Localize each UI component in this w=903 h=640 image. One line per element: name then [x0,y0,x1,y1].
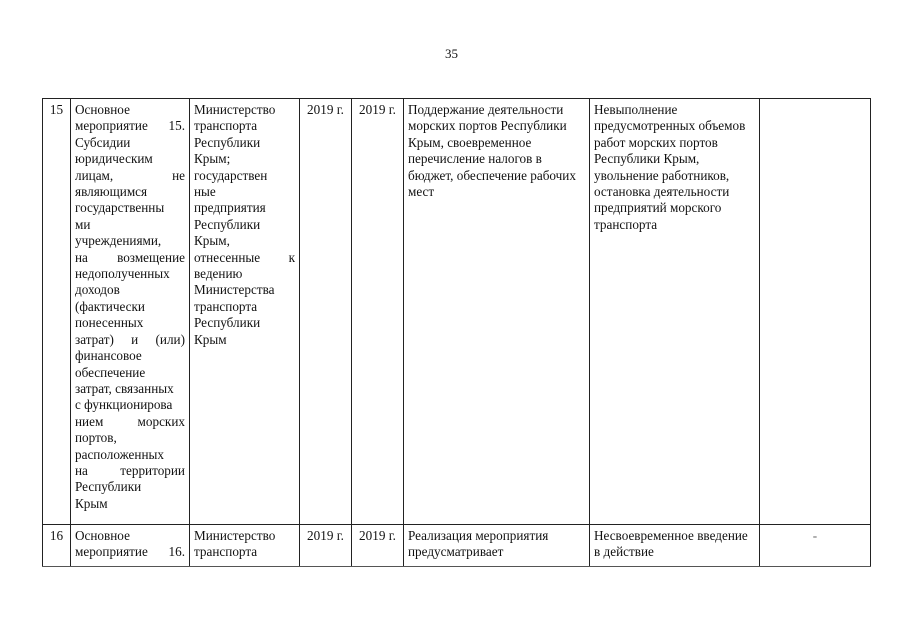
executor-line: Крым; [194,151,231,167]
activity-line: затрат) и (или) [75,331,185,347]
activity-line: затрат, связанных [75,380,174,396]
result-cell: Реализация мероприятия предусматривает [404,525,590,567]
activity-line: учреждениями, [75,233,162,249]
activity-line: являющимся [75,184,148,200]
activity-line: Крым [75,495,108,511]
executor-line: Министерство [194,102,276,117]
activity-line: на территории [75,462,185,478]
executor-line: ные [194,184,216,200]
result-cell: Поддержание деятельности морских портов Республики Крым, своевременное перечисление налогов в бюджет, обеспечение рабочих мест [404,99,590,525]
row-number: 15 [43,99,71,525]
activity-line: финансовое [75,348,142,364]
activity-line: (фактически [75,298,145,314]
executor-cell [190,99,300,525]
measures-table [42,98,871,567]
end-year-cell: 2019 г. [352,525,404,567]
executor-line: Министерства [194,282,275,298]
executor-line: ведению [194,266,243,282]
activity-line: Субсидии [75,134,131,150]
dash-mark: - [812,528,818,543]
activity-line: с функционирова [75,397,173,413]
link-cell [760,99,871,525]
executor-line: Республики [194,315,261,331]
activity-line: понесенных [75,315,144,331]
activity-line: мероприятие 15. [75,118,185,134]
page-number: 35 [445,46,458,61]
activity-line: нием морских [75,413,185,429]
row-number: 16 [43,525,71,567]
activity-line: недополученных [75,266,170,282]
executor-line: предприятия [194,200,266,216]
consequences-cell: Несвоевременное введение в действие [590,525,760,567]
activity-line: Республики [75,479,142,495]
activity-line: лицам, не [75,167,185,183]
activity-line: портов, [75,430,117,446]
start-year-cell: 2019 г. [300,99,352,525]
activity-line: юридическим [75,151,153,167]
consequences-cell: Невыполнение предусмотренных объемов работ морских портов Республики Крым, увольнение работников, остановка деятельности предприятий морского транспорта [590,99,760,525]
activity-line: ми [75,216,91,232]
link-cell [760,525,871,567]
activity-line: Основное [75,528,130,543]
executor-line: Министерство [194,528,276,543]
executor-line: транспорта [194,544,258,560]
activity-line: доходов [75,282,120,298]
executor-line: Республики [194,216,261,232]
executor-line: Крым [194,331,227,347]
start-year-cell: 2019 г. [300,525,352,567]
activity-line: государственны [75,200,165,216]
activity-line: Основное [75,102,130,117]
executor-line: транспорта [194,118,258,134]
executor-line: Крым, [194,233,230,249]
activity-line: расположенных [75,446,164,462]
activity-cell [71,99,190,525]
activity-line: мероприятие 16. [75,544,185,560]
executor-line: отнесенные к [194,249,295,265]
executor-cell [190,525,300,567]
executor-line: транспорта [194,298,258,314]
table-row [43,525,871,567]
executor-line: государствен [194,167,268,183]
executor-line: Республики [194,134,261,150]
activity-line: на возмещение [75,249,185,265]
table-row [43,99,871,525]
activity-line: обеспечение [75,364,146,380]
end-year-cell: 2019 г. [352,99,404,525]
activity-cell [71,525,190,567]
